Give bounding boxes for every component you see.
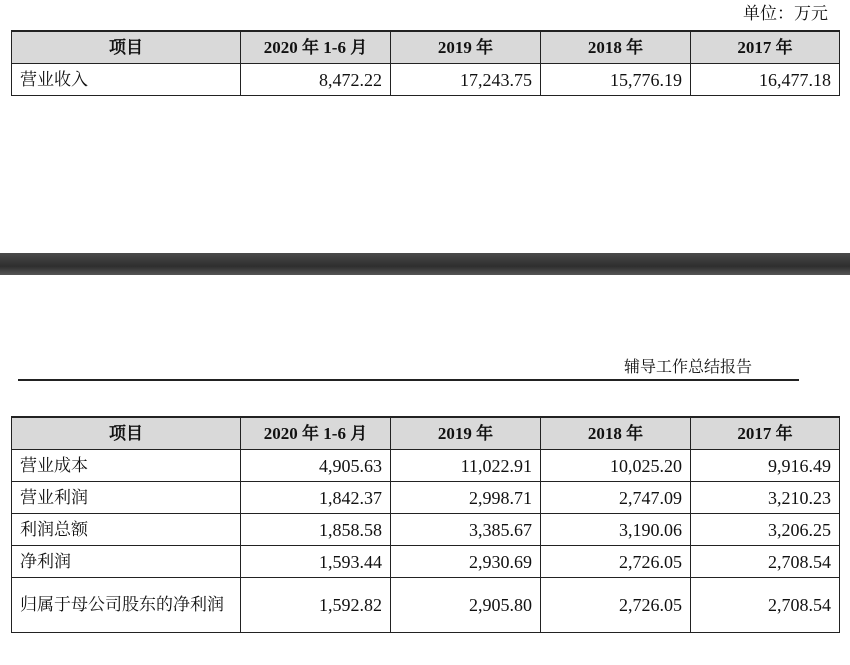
column-header-2020h1: 2020 年 1-6 月 (241, 417, 391, 450)
cell-value: 1,842.37 (241, 482, 391, 514)
cell-value: 2,905.80 (391, 578, 541, 633)
column-header-item: 项目 (12, 31, 241, 64)
cell-value: 3,206.25 (691, 514, 840, 546)
cell-value: 2,726.05 (541, 546, 691, 578)
column-header-2020h1: 2020 年 1-6 月 (241, 31, 391, 64)
cell-value: 17,243.75 (391, 64, 541, 96)
cell-value: 3,210.23 (691, 482, 840, 514)
row-label: 归属于母公司股东的净利润 (12, 578, 241, 633)
unit-note: 单位：万元 (743, 4, 828, 24)
row-label: 利润总额 (12, 514, 241, 546)
table-header-row (12, 31, 840, 64)
row-label: 净利润 (12, 546, 241, 578)
report-header-title: 辅导工作总结报告 (624, 357, 753, 376)
column-header-item: 项目 (12, 417, 241, 450)
row-label: 营业利润 (12, 482, 241, 514)
table-row (12, 482, 840, 514)
column-header-2017: 2017 年 (691, 417, 840, 450)
cell-value: 2,998.71 (391, 482, 541, 514)
column-header-2019: 2019 年 (391, 31, 541, 64)
cell-value: 9,916.49 (691, 450, 840, 482)
table-row (12, 64, 840, 96)
cell-value: 10,025.20 (541, 450, 691, 482)
cell-value: 11,022.91 (391, 450, 541, 482)
cell-value: 3,385.67 (391, 514, 541, 546)
row-label: 营业成本 (12, 450, 241, 482)
cell-value: 1,858.58 (241, 514, 391, 546)
profit-table (11, 416, 840, 633)
cell-value: 2,708.54 (691, 578, 840, 633)
cell-value: 4,905.63 (241, 450, 391, 482)
column-header-2018: 2018 年 (541, 417, 691, 450)
column-header-2018: 2018 年 (541, 31, 691, 64)
table-header-row (12, 417, 840, 450)
cell-value: 2,726.05 (541, 578, 691, 633)
cell-value: 8,472.22 (241, 64, 391, 96)
table-row (12, 546, 840, 578)
table-row (12, 514, 840, 546)
column-header-2017: 2017 年 (691, 31, 840, 64)
page-break-band (0, 253, 850, 275)
table-row (12, 578, 840, 633)
cell-value: 3,190.06 (541, 514, 691, 546)
report-header-rule (18, 379, 799, 381)
row-label: 营业收入 (12, 64, 241, 96)
cell-value: 1,593.44 (241, 546, 391, 578)
cell-value: 2,930.69 (391, 546, 541, 578)
table-row (12, 450, 840, 482)
cell-value: 2,708.54 (691, 546, 840, 578)
revenue-table (11, 30, 840, 96)
column-header-2019: 2019 年 (391, 417, 541, 450)
cell-value: 15,776.19 (541, 64, 691, 96)
cell-value: 2,747.09 (541, 482, 691, 514)
cell-value: 16,477.18 (691, 64, 840, 96)
cell-value: 1,592.82 (241, 578, 391, 633)
